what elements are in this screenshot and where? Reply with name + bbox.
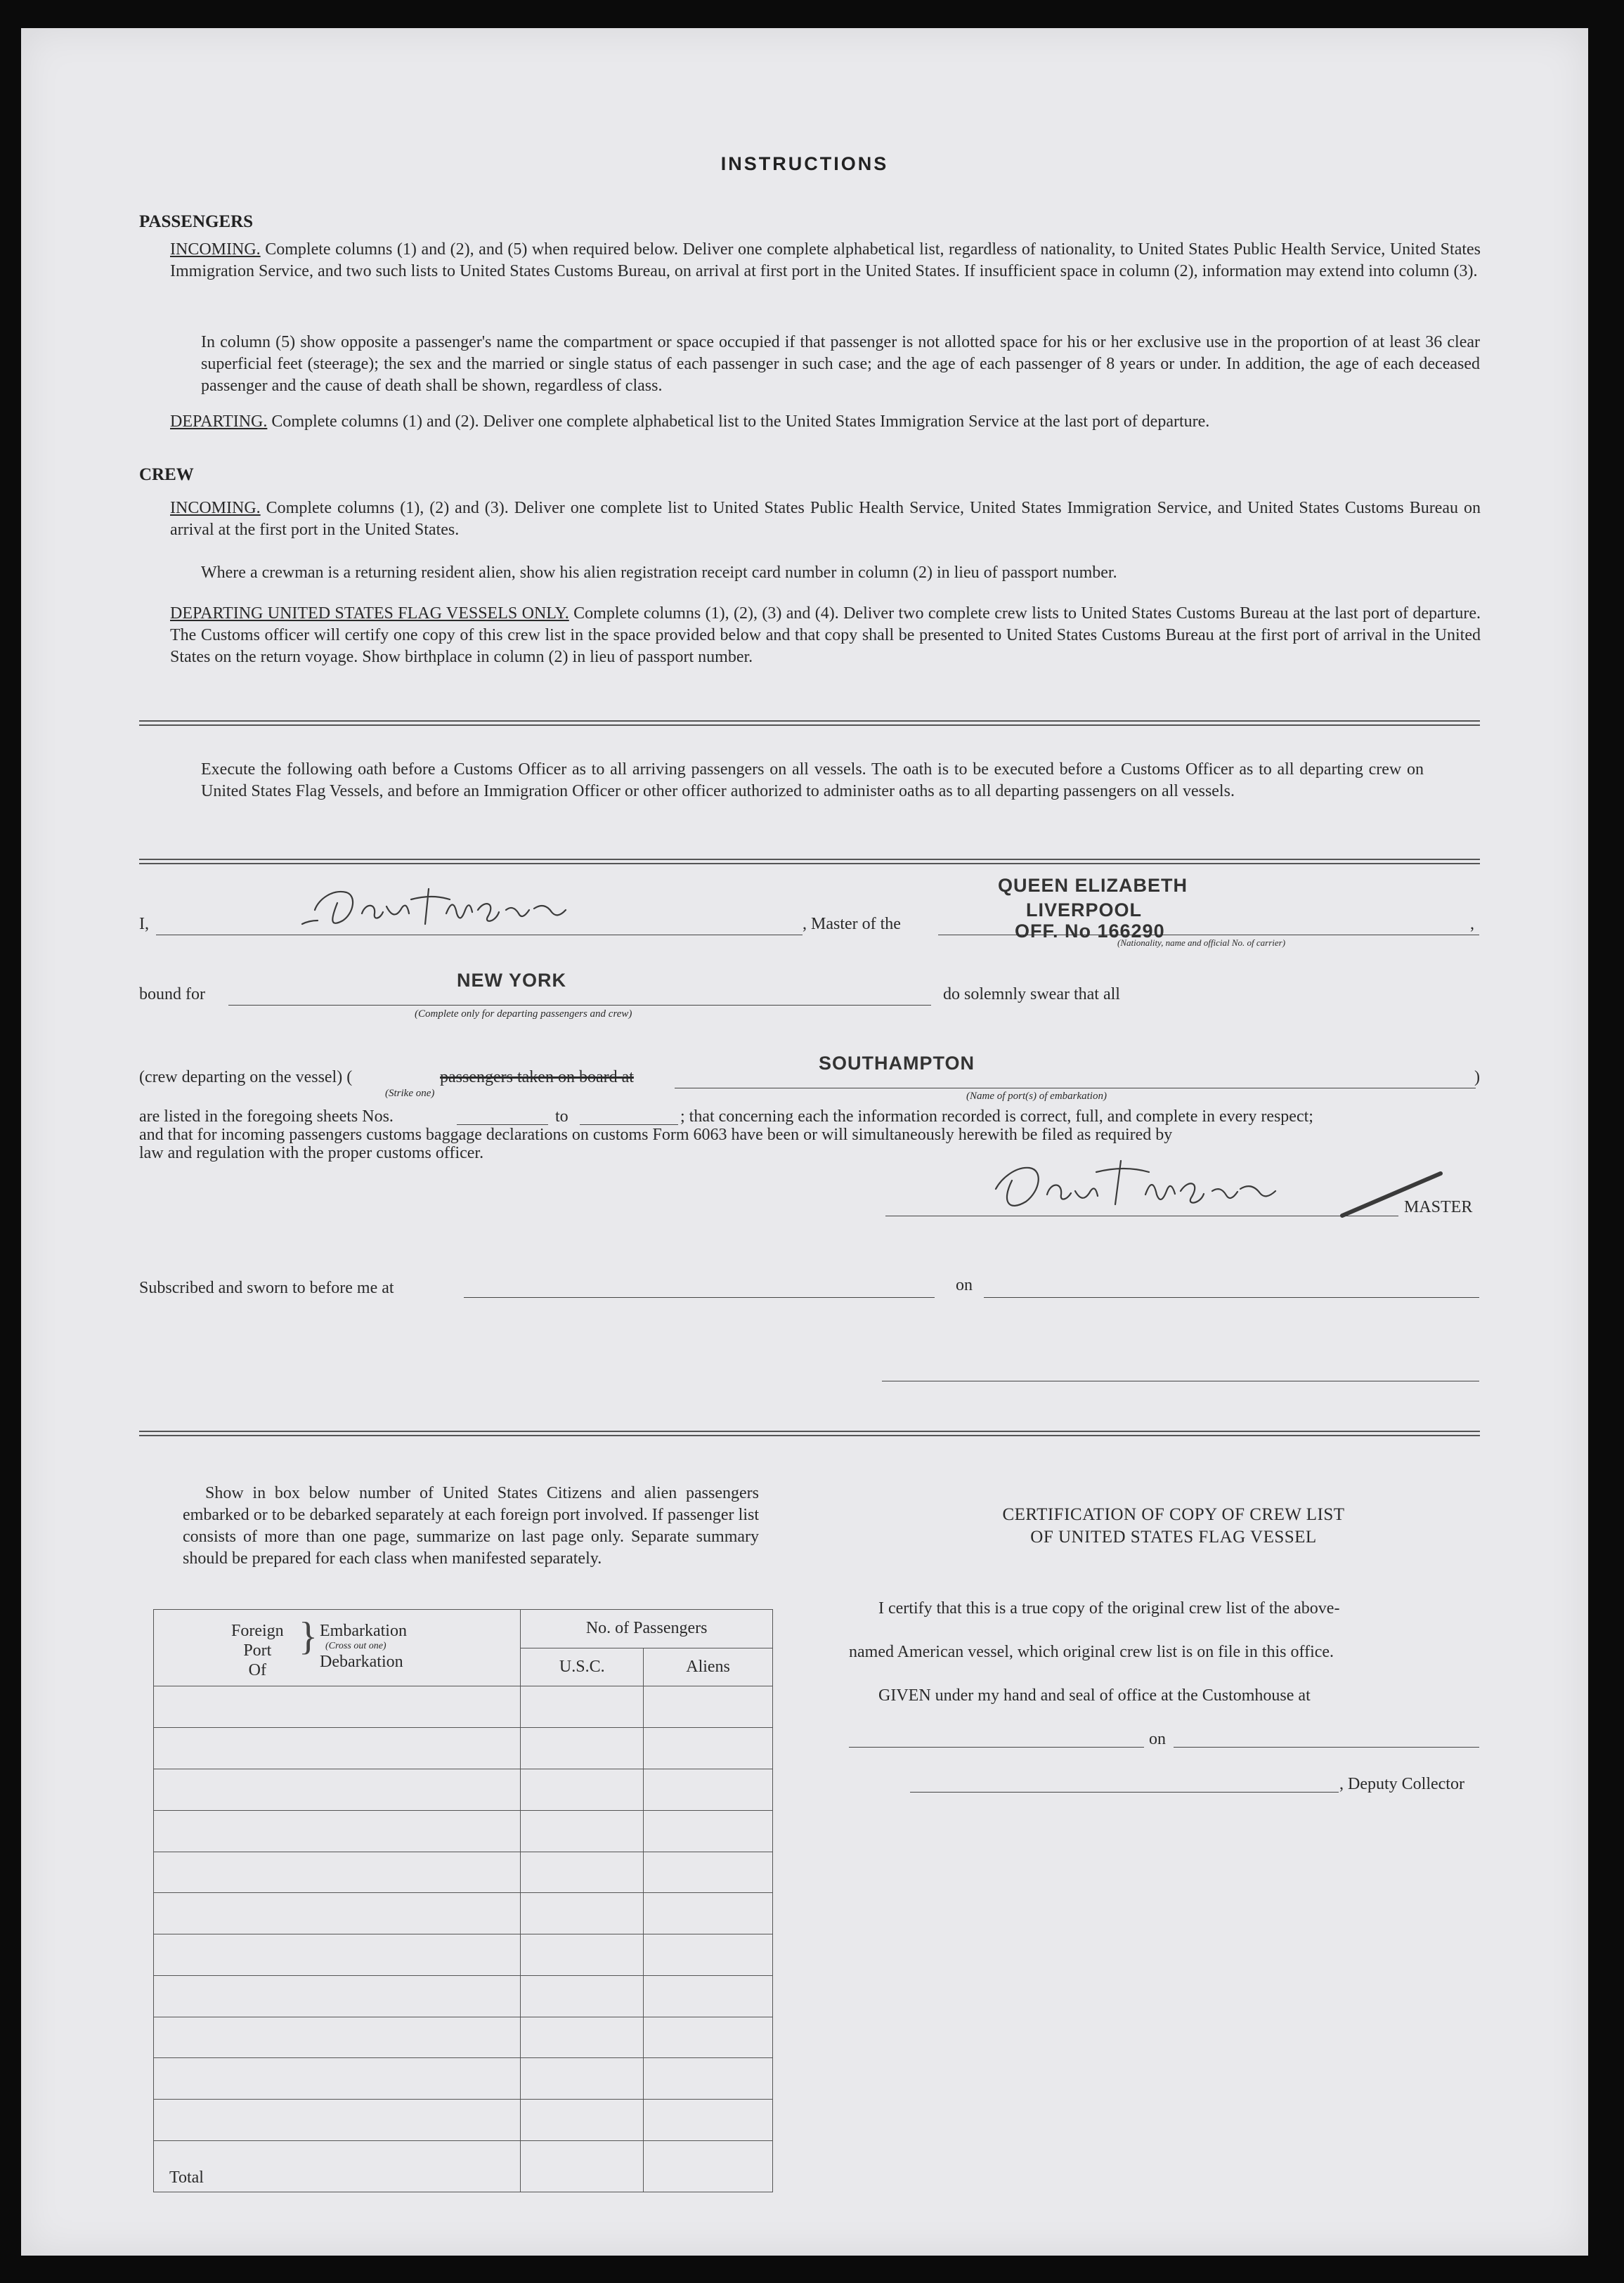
passengers-departing-label: DEPARTING.	[170, 412, 268, 431]
table-cell[interactable]	[521, 2017, 644, 2058]
embarkation-caption: (Name of port(s) of embarkation)	[966, 1091, 1107, 1102]
table-row	[154, 1810, 773, 1852]
sheets-to-line	[580, 1124, 678, 1125]
sworn-place-line	[464, 1297, 935, 1298]
customhouse-place-line	[849, 1747, 1144, 1748]
crew-incoming-text: Complete columns (1), (2) and (3). Deliver one complete list to United States Public Health Service, United States Immigration Service, and United States Customs Bureau on arrival at the first port in the United States.	[170, 499, 1481, 539]
table-cell[interactable]	[521, 1975, 644, 2017]
no-of-passengers-header: No. of Passengers	[521, 1610, 773, 1648]
table-cell[interactable]	[644, 1852, 773, 1893]
total-row	[154, 2140, 773, 2192]
certify-line2: named American vessel, which original crew list is on file in this office.	[849, 1643, 1334, 1661]
table-cell[interactable]	[644, 1934, 773, 1976]
strike-one-caption: (Strike one)	[385, 1088, 435, 1099]
table-cell[interactable]	[154, 1728, 521, 1769]
given-line: GIVEN under my hand and seal of office at the Customhouse at	[878, 1686, 1311, 1705]
table-row	[154, 1686, 773, 1728]
section-divider	[139, 720, 1480, 726]
table-cell[interactable]	[521, 1934, 644, 1976]
swear-text: do solemnly swear that all	[943, 985, 1120, 1003]
table-row	[154, 1975, 773, 2017]
master-label: MASTER	[1404, 1198, 1473, 1216]
struck-passengers-text: passengers taken on board at	[440, 1068, 634, 1086]
section-divider	[139, 859, 1480, 864]
table-cell[interactable]	[154, 1769, 521, 1810]
table-row	[154, 1769, 773, 1810]
table-row	[154, 2058, 773, 2100]
master-of-label: , Master of the	[803, 915, 901, 933]
table-cell[interactable]	[154, 1852, 521, 1893]
total-aliens-cell[interactable]	[644, 2140, 773, 2192]
bound-for-label: bound for	[139, 985, 205, 1003]
of-label: Of	[248, 1661, 266, 1679]
bound-for-line	[228, 1005, 931, 1006]
vessel-caption: (Nationality, name and official No. of carrier)	[1117, 937, 1286, 948]
page-title: INSTRUCTIONS	[720, 153, 889, 174]
listed-correct-text: ; that concerning each the information recorded is correct, full, and complete in every respect;	[680, 1107, 1313, 1126]
table-cell[interactable]	[644, 1769, 773, 1810]
table-cell[interactable]	[154, 1934, 521, 1976]
table-cell[interactable]	[644, 2058, 773, 2100]
crew-incoming-label: INCOMING.	[170, 499, 261, 517]
table-cell[interactable]	[521, 2100, 644, 2141]
passengers-incoming-text: Complete columns (1) and (2), and (5) when required below. Deliver one complete alphabetical list, regardless of nationality, to United States Public Health Service, United States Immigration Service, and two such lists to United States Customs Bureau, on arrival at first port in the United States. If insufficient space in column (2), information may extend into column (3).	[170, 240, 1481, 280]
brace-icon: }	[299, 1615, 318, 1658]
vessel-official-number-stamp: OFF. No 166290	[1015, 921, 1165, 942]
crew-departing-text: Complete columns (1), (2), (3) and (4). Deliver two complete crew lists to United States Customs Bureau at the last port of departure. The Customs officer will certify one copy of this crew list in the space provided below and that copy shall be presented to United States Customs Bureau at the first port of arrival in the United States on the return voyage. Show birthplace in column (2) in lieu of passport number.	[170, 604, 1481, 666]
certification-on-label: on	[1149, 1730, 1166, 1748]
table-header-row	[154, 1610, 773, 1648]
certify-line1: I certify that this is a true copy of the original crew list of the above-	[878, 1599, 1340, 1618]
master-signature	[991, 1152, 1469, 1219]
crew-departing-label: (crew departing on the vessel) (	[139, 1068, 353, 1086]
table-row	[154, 1893, 773, 1934]
foreign-label: Foreign	[231, 1622, 284, 1640]
oath-intro: Execute the following oath before a Customs Officer as to all arriving passengers on all vessels. The oath is to be executed before a Customs Officer as to all departing crew on United States Flag Vessels, and before an Immigration Officer or other officer authorized to administer oaths as to all departing passengers on all vessels.	[201, 760, 1424, 800]
table-cell[interactable]	[521, 1728, 644, 1769]
bound-for-caption: (Complete only for departing passengers and crew)	[415, 1008, 632, 1020]
passengers-departing-paragraph	[170, 411, 1481, 433]
table-cell[interactable]	[154, 1810, 521, 1852]
crew-incoming-paragraph	[170, 497, 1481, 541]
vessel-port-stamp: LIVERPOOL	[1026, 899, 1143, 921]
close-paren: )	[1474, 1068, 1480, 1086]
table-row	[154, 1934, 773, 1976]
certification-title	[857, 1504, 1490, 1549]
certification-date-line	[1174, 1747, 1479, 1748]
crew-departing-paragraph	[170, 603, 1481, 668]
table-cell[interactable]	[644, 1728, 773, 1769]
subscribed-label: Subscribed and sworn to before me at	[139, 1279, 394, 1297]
table-cell[interactable]	[644, 2017, 773, 2058]
table-cell[interactable]	[644, 1975, 773, 2017]
deputy-collector-label: , Deputy Collector	[1339, 1775, 1464, 1793]
passengers-incoming-paragraph	[170, 239, 1481, 282]
table-cell[interactable]	[154, 2058, 521, 2100]
table-cell[interactable]	[644, 1810, 773, 1852]
passengers-incoming-label: INCOMING.	[170, 240, 261, 259]
table-cell[interactable]	[154, 1893, 521, 1934]
oath-i-label: I,	[139, 915, 149, 933]
total-usc-cell[interactable]	[521, 2140, 644, 2192]
table-cell[interactable]	[154, 1975, 521, 2017]
crew-resident-paragraph: Where a crewman is a returning resident alien, show his alien registration receipt card number in column (2) in lieu of passport number.	[201, 564, 1117, 582]
passengers-heading: PASSENGERS	[139, 212, 254, 231]
table-cell[interactable]	[521, 1852, 644, 1893]
listed-regulation-text: law and regulation with the proper customs officer.	[139, 1144, 484, 1162]
embarkation-label: Embarkation	[320, 1622, 407, 1640]
table-row	[154, 1728, 773, 1769]
table-cell[interactable]	[154, 1686, 521, 1728]
listed-baggage-text: and that for incoming passengers customs baggage declarations on customs Form 6063 have been or will simultaneously herewith be filed as required by	[139, 1126, 1173, 1144]
deputy-signature-line	[910, 1792, 1339, 1793]
master-signature-top	[295, 882, 590, 935]
vessel-name-stamp: QUEEN ELIZABETH	[998, 875, 1188, 896]
table-cell[interactable]	[154, 2100, 521, 2141]
bound-for-stamp: NEW YORK	[457, 970, 567, 991]
crew-heading: CREW	[139, 465, 194, 484]
table-cell[interactable]	[521, 1810, 644, 1852]
passengers-column5-paragraph: In column (5) show opposite a passenger's name the compartment or space occupied if that passenger is not allotted space for his or her exclusive use in the proportion of at least 36 clear superficial feet (steerage); the sex and the married or single status of each passenger in such case; and the age of each passenger of 8 years or under. In addition, the age of each deceased passenger and the cause of death shall be shown, regardless of class.	[201, 333, 1480, 395]
table-cell[interactable]	[521, 1686, 644, 1728]
table-row	[154, 2017, 773, 2058]
listed-sheets-label: are listed in the foregoing sheets Nos.	[139, 1107, 394, 1126]
table-cell[interactable]	[644, 1686, 773, 1728]
document-page	[21, 28, 1588, 2256]
table-cell[interactable]	[644, 2100, 773, 2141]
table-cell[interactable]	[521, 2058, 644, 2100]
crew-departing-label: DEPARTING UNITED STATES FLAG VESSELS ONLY.	[170, 604, 569, 623]
table-row	[154, 2100, 773, 2141]
debarkation-label: Debarkation	[320, 1653, 403, 1671]
passenger-summary-table	[153, 1609, 773, 2192]
passengers-departing-text: Complete columns (1) and (2). Deliver one complete alphabetical list to the United States Immigration Service at the last port of departure.	[271, 412, 1210, 431]
listed-to-label: to	[555, 1107, 569, 1126]
vessel-line-end: ,	[1470, 915, 1474, 933]
usc-header: U.S.C.	[521, 1648, 644, 1686]
aliens-header: Aliens	[644, 1648, 773, 1686]
certification-title-line2: OF UNITED STATES FLAG VESSEL	[1030, 1528, 1317, 1547]
table-cell[interactable]	[154, 2017, 521, 2058]
table-cell[interactable]	[521, 1769, 644, 1810]
cross-out-caption: (Cross out one)	[325, 1641, 386, 1651]
certification-title-line1: CERTIFICATION OF COPY OF CREW LIST	[1002, 1505, 1345, 1524]
summary-instructions: Show in box below number of United States Citizens and alien passengers embarked or to be debarked separately at each foreign port involved. If passenger list consists of more than one page, summarize on last page only. Separate summary should be prepared for each class when manifested separately.	[183, 1484, 759, 1568]
sworn-on-label: on	[956, 1276, 973, 1294]
table-cell[interactable]	[521, 1893, 644, 1934]
port-header-cell	[154, 1610, 521, 1686]
sworn-date-line	[984, 1297, 1479, 1298]
table-row	[154, 1852, 773, 1893]
port-label: Port	[243, 1641, 272, 1660]
embarkation-stamp: SOUTHAMPTON	[819, 1053, 975, 1074]
section-divider	[139, 1431, 1480, 1436]
table-cell[interactable]	[644, 1893, 773, 1934]
total-label: Total	[154, 2140, 521, 2192]
sheets-from-line	[457, 1124, 548, 1125]
